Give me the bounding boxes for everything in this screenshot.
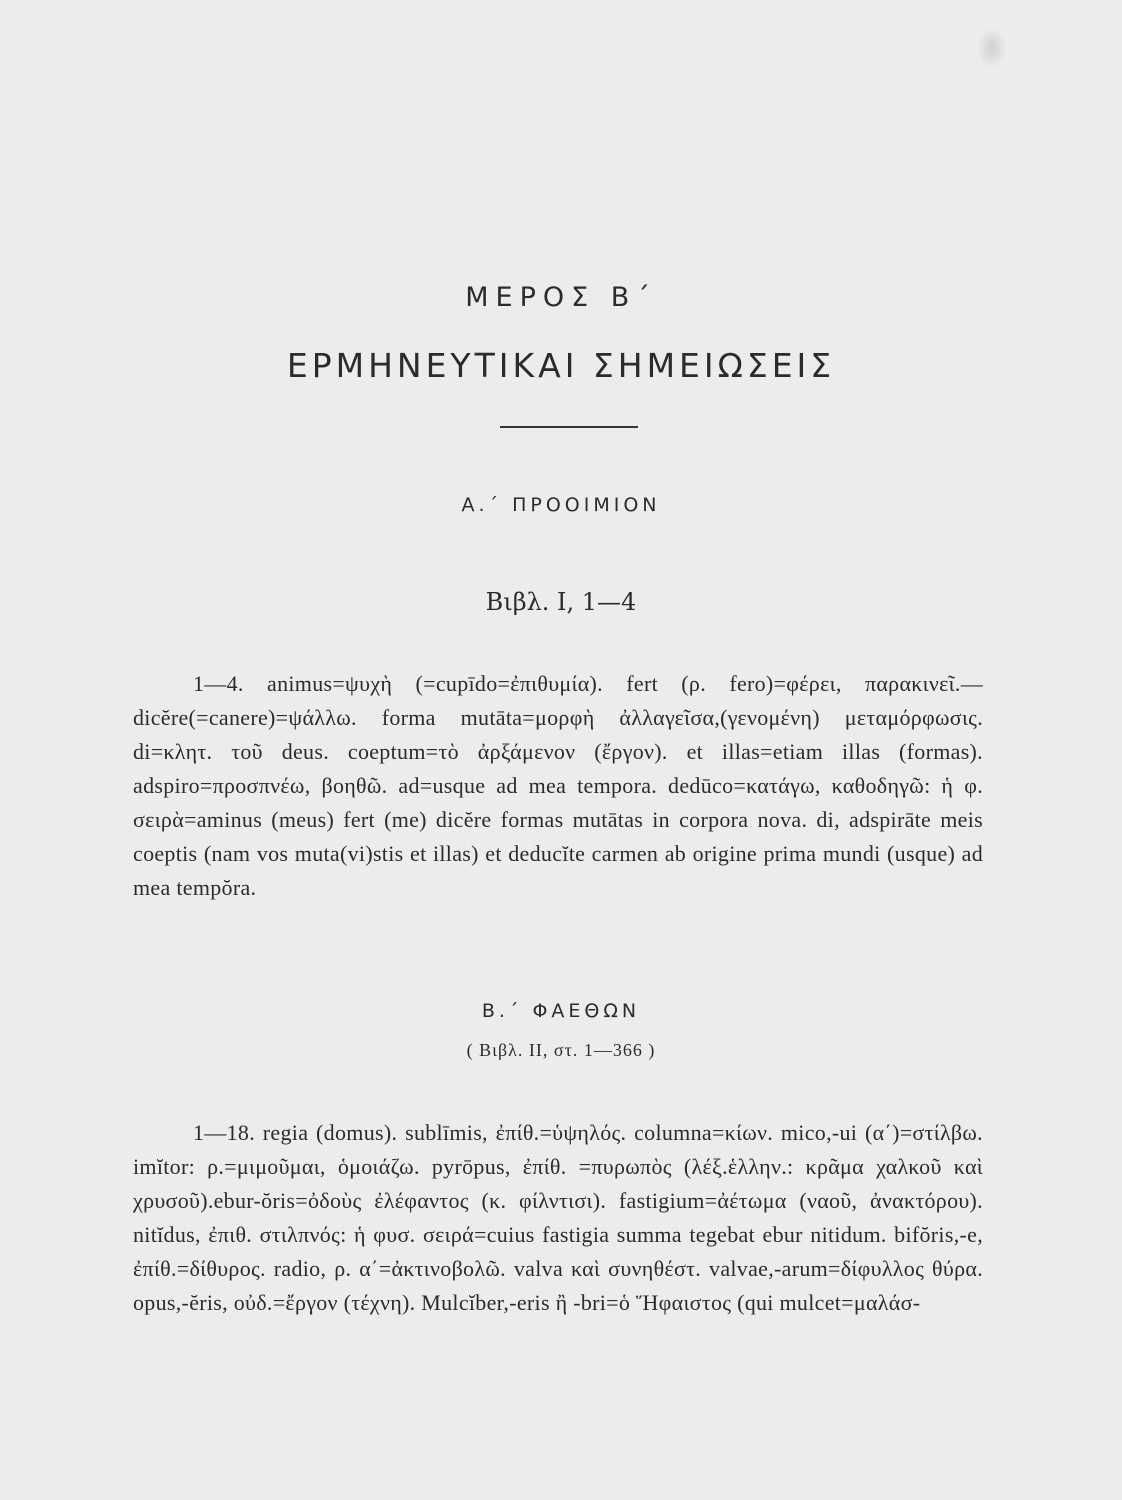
part-label: ΜΕΡΟΣ Β΄ <box>465 282 657 313</box>
section-a-heading: Α.΄ ΠΡΟΟΙΜΙΟΝ <box>461 494 661 516</box>
section-a-book-reference: Βιβλ. I, 1—4 <box>485 588 637 616</box>
section-b-heading: Β.΄ ΦΑΕΘΩΝ <box>481 1000 641 1022</box>
title-divider <box>500 426 638 428</box>
main-title: ΕΡΜΗΝΕΥΤΙΚΑΙ ΣΗΜΕΙΩΣΕΙΣ <box>286 346 836 385</box>
section-a-paragraph: 1—4. animus=ψυχὴ (=cupīdo=ἐπιθυμία). fert (ρ. fero)=φέρει, παρακινεῖ.—dicĕre(=canere)=ψάλλω. forma mutāta=μορφὴ ἀλλαγεῖσα,(γενομένη) μεταμόρφωσις. di=κλητ. τοῦ deus. coeptum=τὸ ἀρξάμενον (ἔργον). et illas=etiam illas (formas). adspiro=προσπνέω, βοηθῶ. ad=usque ad mea tempora. dedūco=κατάγω, καθοδηγῶ: ἡ φ. σειρὰ=aminus (meus) fert (me) dicĕre formas mutātas in corpora nova. di, adspirāte meis coeptis (nam vos muta(vi)stis et illas) et deducĭte carmen ab origine prima mundi (usque) ad mea tempŏra. <box>133 671 983 900</box>
section-b-paragraph: 1—18. regia (domus). sublīmis, ἐπίθ.=ὑψηλός. columna=κίων. mico,-ui (α΄)=στίλβω. imĭtor: ρ.=μιμοῦμαι, ὁμοιάζω. pyrōpus, ἐπίθ. =πυρωπὸς (λέξ.ἑλλην.: κρᾶμα χαλκοῦ καὶ χρυσοῦ).ebur-ŏris=ὀδοὺς ἐλέφαντος (κ. φίλντισι). fastigium=ἀέτωμα (ναοῦ, ἀνακτόρου). nitĭdus, ἐπιθ. στιλπνός: ἡ φυσ. σειρά=cuius fastigia summa tegebat ebur nitidum. bifŏris,-e, ἐπίθ.=δίθυρος. radio, ρ. α΄=ἀκτινοβολῶ. valva καὶ συνηθέστ. valvae,-arum=δίφυλλος θύρα. opus,-ĕris, οὐδ.=ἔργον (τέχνη). Mulcĭber,-eris ἢ -bri=ὁ Ἥφαιστος (qui mulcet=μαλάσ- <box>133 1120 983 1315</box>
page-stain <box>977 28 1007 68</box>
section-b-book-reference: ( Βιβλ. II, στ. 1—366 ) <box>466 1040 656 1060</box>
